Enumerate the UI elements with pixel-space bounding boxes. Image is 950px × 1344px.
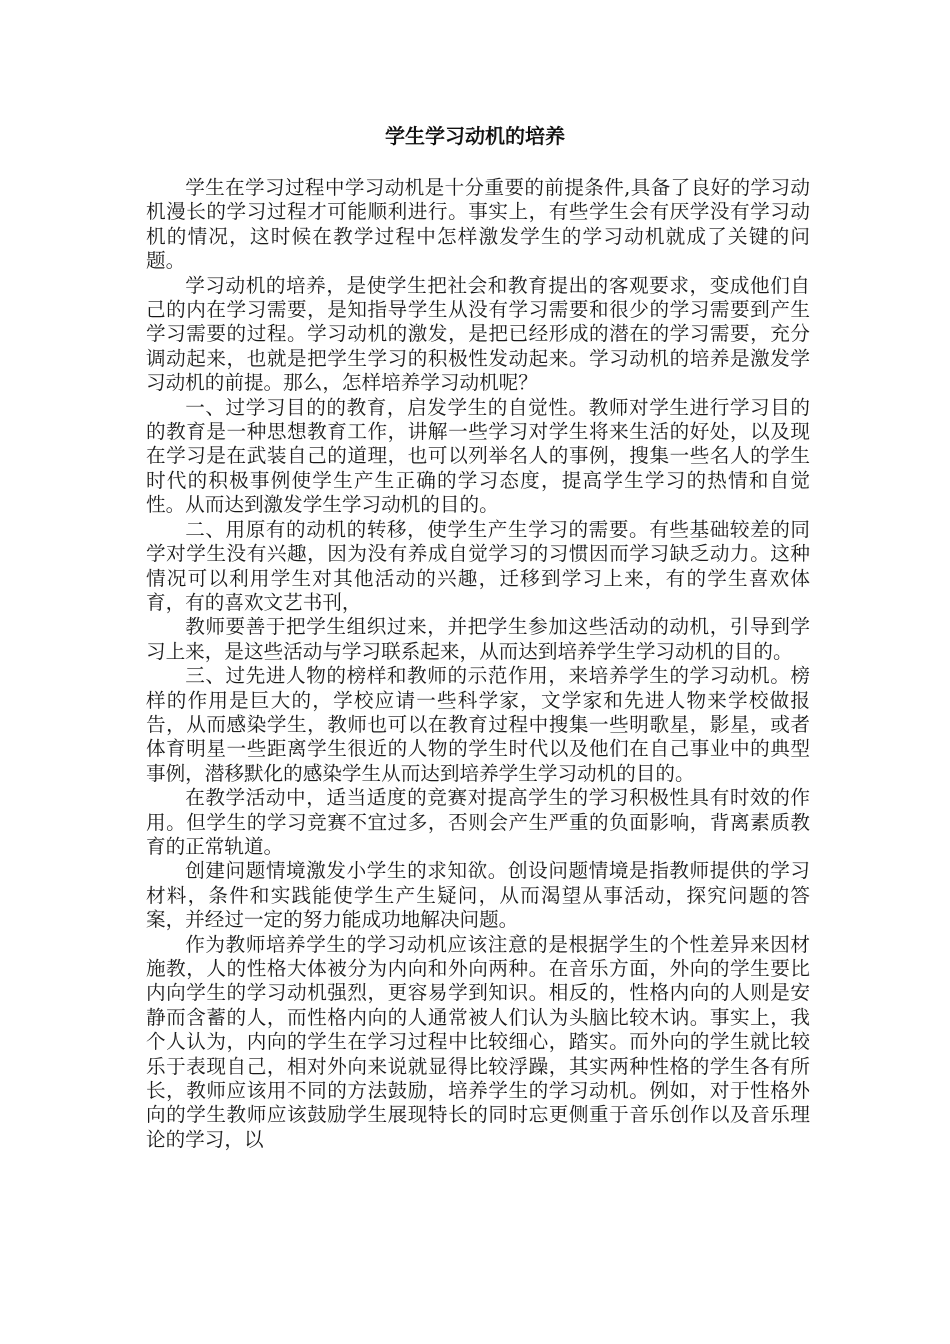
paragraph-method-two-continued: 教师要善于把学生组织过来，并把学生参加这些活动的动机，引导到学习上来，是这些活动与学习联系起来，从而达到培养学生学习动机的目的。 [146, 615, 810, 663]
paragraph-competition: 在教学活动中，适当适度的竞赛对提高学生的学习积极性具有时效的作用。但学生的学习竞赛不宜过多，否则会产生严重的负面影响，背离素质教育的正常轨道。 [146, 786, 810, 858]
paragraph-problem-situation: 创建问题情境激发小学生的求知欲。创设问题情境是指教师提供的学习材料，条件和实践能使学生产生疑问，从而渴望从事活动，探究问题的答案，并经过一定的努力能成功地解决问题。 [146, 859, 810, 932]
page-title: 学生学习动机的培养 [385, 124, 565, 148]
paragraph-definition: 学习动机的培养，是使学生把社会和教育提出的客观要求，变成他们自己的内在学习需要，是知指导学生从没有学习需要和很少的学习需要到产生学习需要的过程。学习动机的激发，是把已经形成的潜在的学习需要，充分调动起来，也就是把学生学习的积极性发动起来。学习动机的培养是激发学习动机的前提。那么，怎样培养学习动机呢？ [146, 273, 810, 395]
document-body [146, 176, 810, 1152]
paragraph-individual-differences: 作为教师培养学生的学习动机应该注意的是根据学生的个性差异来因材施教，人的性格大体被分为内向和外向两种。在音乐方面，外向的学生要比内向学生的学习动机强烈，更容易学到知识。相反的，性格内向的人则是安静而含蓄的人，而性格内向的人通常被人们认为头脑比较木讷。事实上，我个人认为，内向的学生在学习过程中比较细心，踏实。而外向的学生就比较乐于表现自己，相对外向来说就显得比较浮躁，其实两种性格的学生各有所长，教师应该用不同的方法鼓励，培养学生的学习动机。例如，对于性格外向的学生教师应该鼓励学生展现特长的同时忘更侧重于音乐创作以及音乐理论的学习，以 [146, 932, 810, 1151]
paragraph-method-three: 三、过先进人物的榜样和教师的示范作用，来培养学生的学习动机。榜样的作用是巨大的，学校应请一些科学家，文学家和先进人物来学校做报告，从而感染学生，教师也可以在教育过程中搜集一些明歌星，影星，或者体育明星一些距离学生很近的人物的学生时代以及他们在自己事业中的典型事例，潜移默化的感染学生从而达到培养学生学习动机的目的。 [146, 664, 810, 785]
paragraph-method-one: 一、过学习目的的教育，启发学生的自觉性。教师对学生进行学习目的的教育是一种思想教育工作，讲解一些学习对学生将来生活的好处，以及现在学习是在武装自己的道理，也可以列举名人的事例，搜集一些名人的学生时代的积极事例使学生产生正确的学习态度，提高学生学习的热情和自觉性。从而达到激发学生学习动机的目的。 [146, 395, 810, 517]
paragraph-intro: 学生在学习过程中学习动机是十分重要的前提条件,具备了良好的学习动机漫长的学习过程才可能顺利进行。事实上，有些学生会有厌学没有学习动机的情况，这时候在教学过程中怎样激发学生的学习动机就成了关键的问题。 [146, 176, 810, 273]
paragraph-method-two: 二、用原有的动机的转移，使学生产生学习的需要。有些基础较差的同学对学生没有兴趣，因为没有养成自觉学习的习惯因而学习缺乏动力。这种情况可以利用学生对其他活动的兴趣，迁移到学习上来，有的学生喜欢体育，有的喜欢文艺书刊， [146, 517, 810, 614]
